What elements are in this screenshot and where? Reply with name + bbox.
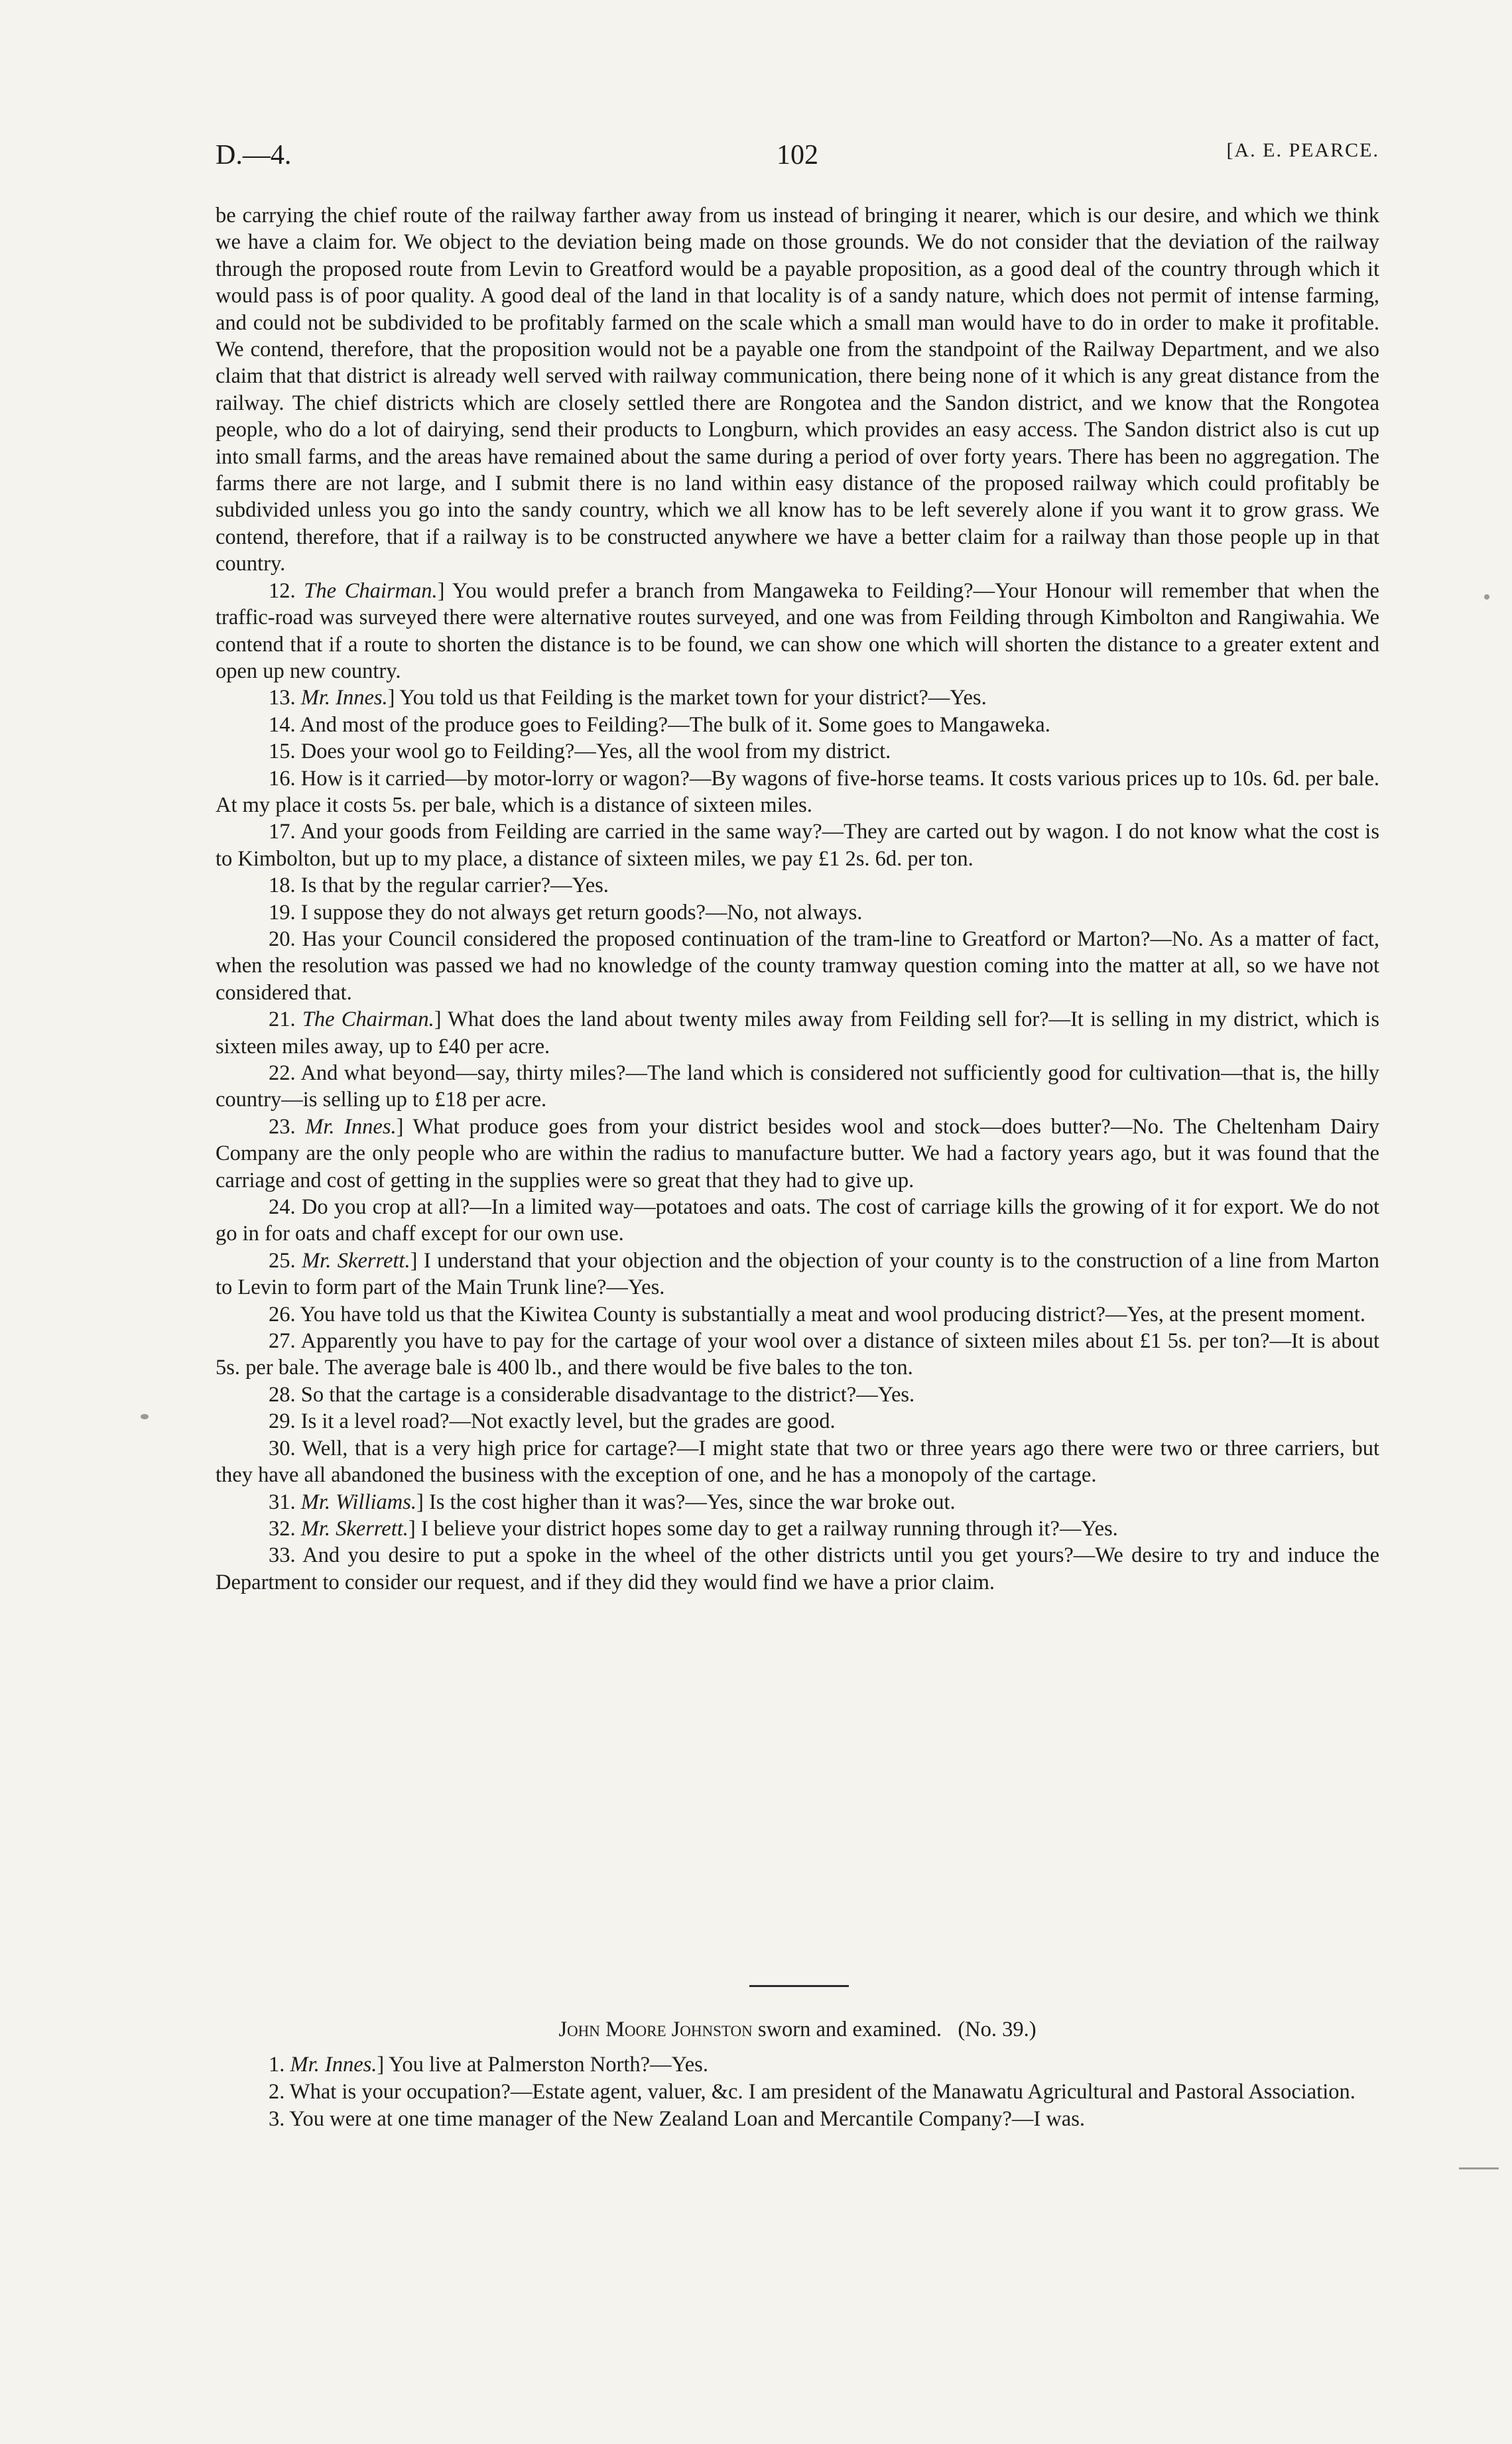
- qa-speaker: The Chairman.: [302, 1007, 434, 1032]
- qa-item: [216, 1328, 1379, 1382]
- qa-item: [216, 926, 1379, 1006]
- qa-item: [216, 1301, 1379, 1328]
- qa-item: 21. The Chairman.] What does the land about twenty miles away from Feilding sell for?—It is selling in my district, which is sixteen miles away, up to £40 per acre.: [216, 1007, 1379, 1059]
- qa-text: Is that by the regular carrier?—Yes.: [300, 873, 609, 898]
- qa-speaker: Mr. Williams.: [300, 1490, 417, 1514]
- qa-number: 18.: [269, 873, 296, 898]
- qa-number: 25.: [269, 1248, 296, 1273]
- qa-text: What produce goes from your district besides wool and stock—does butter?—No. The Cheltenham Dairy Company are the only people who are within the radius to manufacture butter. We had a factory years ago, but it was found that the carriage and cost of getting in the supplies were so great that they had to give up.: [216, 1114, 1380, 1192]
- qa-item: 12. The Chairman.] You would prefer a branch from Mangaweka to Feilding?—Your Honour will remember that when the traffic-road was surveyed there were alternative routes surveyed, and one was from Feilding through Kimbolton and Rangiwahia. We contend that if a route to shorten the distance is to be found, we can show one which will shorten the distance to a greater extent and open up new country.: [216, 578, 1379, 683]
- qa-item: [216, 1435, 1379, 1489]
- evidence-body: [216, 202, 1379, 1596]
- qa-text: And your goods from Feilding are carried in the same way?—They are carted out by wagon. I do not know what the cost is to Kimbolton, but up to my place, a distance of sixteen miles, we pay £1 2s. 6d. per ton.: [216, 820, 1379, 871]
- qa-text: And what beyond—say, thirty miles?—The land which is considered not sufficiently good for cultivation—that is, the hilly country—is selling up to £18 per acre.: [216, 1061, 1379, 1112]
- qa-number: 1.: [269, 2053, 285, 2077]
- qa-item: [216, 738, 1379, 765]
- qa-number: 23.: [269, 1114, 296, 1139]
- margin-dot: [141, 1414, 149, 1419]
- document-reference: D.—4.: [216, 140, 292, 170]
- qa-speaker: Mr. Innes.: [290, 2053, 377, 2077]
- margin-dot: [1484, 594, 1489, 600]
- qa-item: [216, 765, 1379, 819]
- qa-text: Does your wool go to Feilding?—Yes, all the wool from my district.: [300, 740, 891, 764]
- qa-number: 19.: [269, 900, 296, 925]
- qa-speaker: The Chairman.: [304, 578, 438, 603]
- qa-number: 32.: [269, 1516, 296, 1541]
- qa-item: [216, 899, 1379, 926]
- qa-item: [216, 818, 1379, 872]
- qa-item: [216, 2106, 1379, 2133]
- qa-number: 20.: [269, 927, 296, 951]
- qa-text: What does the land about twenty miles away from Feilding sell for?—It is selling in my district, which is sixteen miles away, up to £40 per acre.: [216, 1007, 1379, 1059]
- page-number: 102: [777, 140, 818, 170]
- qa-number: 26.: [269, 1302, 296, 1326]
- qa-text: You have told us that the Kiwitea County is substantially a meat and wool producing district?—Yes, at the present moment.: [300, 1302, 1365, 1326]
- qa-item: [216, 1060, 1379, 1114]
- qa-number: 27.: [269, 1329, 296, 1354]
- qa-number: 15.: [269, 740, 296, 764]
- qa-text: Apparently you have to pay for the cartage of your wool over a distance of sixteen miles about £1 5s. per ton?—It is about 5s. per bale. The average bale is 400 lb., and there would be five bales to the ton.: [216, 1329, 1379, 1380]
- qa-text: And most of the produce goes to Feilding?—The bulk of it. Some goes to Mangaweka.: [299, 712, 1050, 737]
- qa-text: Well, that is a very high price for cartage?—I might state that two or three years ago there were two or three carriers, but they have all abandoned the business with the exception of one, and he has a monopoly of the cartage.: [216, 1436, 1379, 1488]
- qa-number: 30.: [269, 1436, 296, 1460]
- qa-text: You would prefer a branch from Mangaweka to Feilding?—Your Honour will remember that when the traffic-road was surveyed there were alternative routes surveyed, and one was from Feilding through Kimbolton and Rangiwahia. We contend that if a route to shorten the distance is to be found, we can show one which will shorten the distance to a greater extent and open up new country.: [216, 578, 1379, 683]
- qa-item: [216, 872, 1379, 899]
- qa-text: What is your occupation?—Estate agent, valuer, &c. I am president of the Manawatu Agricultural and Pastoral Association.: [289, 2080, 1355, 2104]
- qa-item: [216, 1382, 1379, 1408]
- qa-number: 16.: [269, 766, 296, 791]
- witness-name-header: [A. E. PEARCE.: [1226, 139, 1379, 161]
- qa-number: 24.: [269, 1195, 296, 1220]
- qa-item: [216, 1542, 1379, 1596]
- qa-item: 25. Mr. Skerrett.] I understand that your objection and the objection of your county is to the construction of a line from Marton to Levin to form part of the Main Trunk line?—Yes.: [216, 1248, 1380, 1300]
- qa-text: You live at Palmerston North?—Yes.: [389, 2053, 708, 2077]
- qa-text: You were at one time manager of the New Zealand Loan and Mercantile Company?—I was.: [289, 2107, 1085, 2131]
- qa-text: Is the cost higher than it was?—Yes, since the war broke out.: [428, 1490, 956, 1514]
- qa-item: [216, 1194, 1379, 1248]
- qa-speaker: Mr. Innes.: [305, 1114, 397, 1139]
- qa-item: 23. Mr. Innes.] What produce goes from your district besides wool and stock—does butter?—No. The Cheltenham Dairy Company are the only people who are within the radius to manufacture butter. We had a factory years ago, but it was found that the carriage and cost of getting in the supplies were so great that they had to give up.: [216, 1114, 1380, 1192]
- qa-text: And you desire to put a spoke in the wheel of the other districts until you get yours?—We desire to try and induce the Department to consider our request, and if they did they would find we have a prior claim.: [216, 1543, 1379, 1594]
- qa-text: Do you crop at all?—In a limited way—potatoes and oats. The cost of carriage kills the growing of it for export. We do not go in for oats and chaff except for our own use.: [216, 1195, 1379, 1246]
- qa-text: How is it carried—by motor-lorry or wagon?—By wagons of five-horse teams. It costs various prices up to 10s. 6d. per bale. At my place it costs 5s. per bale, which is a distance of sixteen miles.: [216, 766, 1380, 817]
- witness-section: [216, 2016, 1379, 2133]
- qa-speaker: Mr. Skerrett.: [302, 1248, 410, 1273]
- qa-number: 21.: [269, 1007, 296, 1032]
- qa-item: 32. Mr. Skerrett.] I believe your district hopes some day to get a railway running through it?—Yes.: [269, 1516, 1118, 1541]
- qa-number: 14.: [269, 712, 296, 737]
- qa-number: 29.: [269, 1409, 296, 1434]
- qa-text: Has your Council considered the proposed continuation of the tram-line to Greatford or Marton?—No. As a matter of fact, when the resolution was passed we had no knowledge of the county tramway question coming into the matter at all, so we have not considered that.: [216, 927, 1380, 1005]
- witness-name: John Moore Johnston: [558, 2018, 753, 2041]
- qa-number: 28.: [269, 1382, 296, 1407]
- qa-speaker: Mr. Innes.: [300, 686, 388, 710]
- qa-text: Is it a level road?—Not exactly level, but the grades are good.: [300, 1409, 836, 1434]
- qa-number: 13.: [269, 686, 296, 710]
- heading-number: (No. 39.): [958, 2018, 1037, 2041]
- qa-number: 22.: [269, 1061, 296, 1085]
- qa-number: 33.: [269, 1543, 296, 1568]
- qa-number: 2.: [269, 2080, 285, 2104]
- qa-number: 31.: [269, 1490, 296, 1514]
- qa-item: [216, 2079, 1379, 2106]
- qa-number: 12.: [269, 578, 296, 603]
- margin-dash: [1459, 2167, 1499, 2169]
- qa-list: [216, 578, 1379, 1596]
- qa-text: I understand that your objection and the objection of your county is to the construction of a line from Marton to Levin to form part of the Main Trunk line?—Yes.: [216, 1248, 1380, 1300]
- section-heading: [216, 2016, 1379, 2043]
- qa-item: [216, 712, 1379, 738]
- qa-speaker: Mr. Skerrett.: [300, 1516, 409, 1541]
- qa-item: 1. Mr. Innes.] You live at Palmerston North?—Yes.: [269, 2053, 708, 2077]
- qa-text: So that the cartage is a considerable disadvantage to the district?—Yes.: [300, 1382, 915, 1407]
- heading-text: sworn and examined.: [757, 2018, 942, 2041]
- section2-list: [216, 2051, 1379, 2133]
- qa-text: I suppose they do not always get return goods?—No, not always.: [300, 900, 863, 925]
- qa-number: 3.: [269, 2107, 285, 2131]
- qa-text: You told us that Feilding is the market town for your district?—Yes.: [399, 686, 987, 710]
- qa-number: 17.: [269, 820, 296, 844]
- qa-text: I believe your district hopes some day to get a railway running through it?—Yes.: [420, 1516, 1118, 1541]
- continuation-paragraph: be carrying the chief route of the railway farther away from us instead of bringing it nearer, which is our desire, and which we think we have a claim for. We object to the deviation being made on those grounds. We do not consider that the deviation of the railway through the proposed route from Levin to Greatford would be a payable proposition, as a good deal of the country through which it would pass is of poor quality. A good deal of the land in that locality is of a sandy nature, which does not permit of intense farming, and could not be subdivided to be profitably farmed on the scale which a small man would have to do in order to make it profitable. We contend, therefore, that the proposition would not be a payable one from the standpoint of the Railway Department, and we also claim that that district is already well served with railway communication, there being none of it which is any great distance from the railway. The chief districts which are closely settled there are Rongotea and the Sandon district, and we know that the Rongotea people, who do a lot of dairying, send their products to Longburn, which provides an easy access. The Sandon district also is cut up into small farms, and the areas have remained about the same during a period of over forty years. There has been no aggregation. The farms there are not large, and I submit there is no land within easy distance of the proposed railway which could profitably be subdivided unless you go into the sandy country, which we all know has to be left severely alone if you want it to grow grass. We contend, therefore, that if a railway is to be constructed anywhere we have a better claim for a railway than those people up in that country.: [216, 204, 1379, 576]
- page-header: [216, 139, 1379, 179]
- qa-item: 31. Mr. Williams.] Is the cost higher than it was?—Yes, since the war broke out.: [269, 1490, 956, 1514]
- qa-item: [216, 1408, 1379, 1435]
- section-divider: [749, 1985, 849, 1987]
- qa-item: 13. Mr. Innes.] You told us that Feilding is the market town for your district?—Yes.: [269, 686, 987, 710]
